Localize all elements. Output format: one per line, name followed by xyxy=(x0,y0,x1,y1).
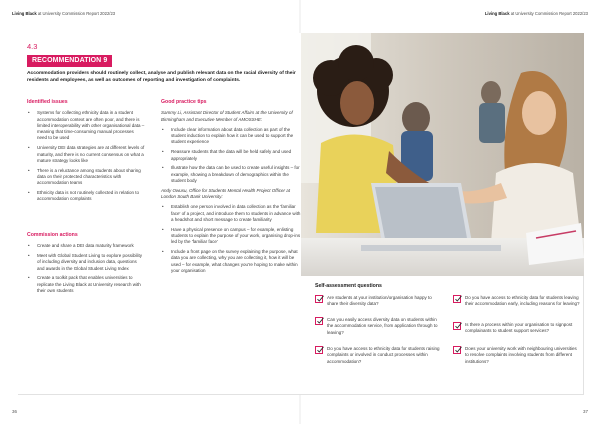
issues-heading: Identified issues xyxy=(27,99,68,105)
checkbox-tick-icon xyxy=(315,317,323,325)
good-practice-heading: Good practice tips xyxy=(161,99,207,105)
question-text: Do you have access to ethnicity data for students leaving their accommodation early, including reasons for leaving? xyxy=(465,295,580,307)
actions-list xyxy=(27,243,145,294)
page-number-right: 37 xyxy=(582,409,588,414)
question-item xyxy=(453,322,581,335)
attribution-quote: Sammy Li, Assistant Director of Student Affairs at the University of Birmingham and Executive Member of AMOSSHE: xyxy=(161,110,293,122)
recommendation-label: RECOMMENDATION 9 xyxy=(27,55,112,67)
list-item: • Establish one person involved in data collection as the 'familiar face' of a project, and introduce them to students in advance with a headshot and short message to create familiarity xyxy=(161,204,301,223)
list-item: • Create and share a DEI data maturity framework xyxy=(27,243,145,249)
page-number-left: 36 xyxy=(12,409,18,414)
list-item: • Systems for collecting ethnicity data in a student accommodation context are often poor, and there is limited interoperability with other organisational data – meaning that time-consuming manual processes need to be used xyxy=(27,110,145,141)
tips-list-2 xyxy=(161,204,301,274)
list-item: • Create a toolkit pack that enables universities to replicate the Living Black at University research with their own students xyxy=(27,275,145,294)
students-photo xyxy=(301,33,584,276)
attribution-quote: Andy Owusu, Office for Students Mental Health Project Officer at London South Bank University: xyxy=(161,187,291,200)
list-item: • University DEI data strategies are at different levels of maturity, and there is no current consensus on what a mature strategy looks like xyxy=(27,145,145,164)
section-number: 4.3 xyxy=(27,42,38,51)
self-assessment-heading: Self-assessment questions xyxy=(315,283,382,289)
list-item: • Have a physical presence on campus – for example, enlisting students to explain the purpose of your work, organising drop-ins led by the 'familiar face' xyxy=(161,227,301,246)
list-item: • Reassure students that the data will be held safely and used appropriately xyxy=(161,149,301,162)
commission-actions xyxy=(27,232,145,298)
list-item: • Ethnicity data is not routinely collected in relation to accommodation complaints xyxy=(27,190,145,203)
questions-grid xyxy=(315,295,580,385)
running-head-left: Living Black at University Commission Report 2022/23 xyxy=(12,11,116,16)
question-item xyxy=(453,346,581,365)
question-item xyxy=(315,346,443,365)
checkbox-tick-icon xyxy=(315,295,323,303)
question-text: Can you easily access diversity data on students within the accommodation service, from application through to leaving? xyxy=(327,317,438,335)
students-photo-illustration xyxy=(301,33,584,276)
recommendation-text: Accommodation providers should routinely collect, analyse and publish relevant data on the racial diversity of their residents and employees, as well as outcomes of reporting and investigation of complaints. xyxy=(27,71,296,83)
list-item: • There is a reluctance among students about sharing data on their protected characteristics with accommodation teams xyxy=(27,168,145,187)
question-text: Is there a process within your organisation to signpost complainants to student support services? xyxy=(465,322,573,334)
list-item: • Include clear information about data collection as part of the student induction to explain how it can be used to support the student experience xyxy=(161,127,301,146)
question-item xyxy=(315,317,443,336)
checkbox-tick-icon xyxy=(453,346,461,354)
list-item: • Meet with Global Student Living to explore possibility of including diversity and inclusion data, questions and awards in the Global Student Living Index xyxy=(27,253,145,272)
issues-list xyxy=(27,110,145,202)
checkbox-tick-icon xyxy=(453,295,461,303)
question-item xyxy=(453,295,581,308)
list-item: • Illustrate how the data can be used to create useful insights – for example, showing a breakdown of demographics within the student body xyxy=(161,165,301,184)
list-item: • Include a front page on the survey explaining the purpose, what data you are collecting, why you are collecting it, how it will be used – for example, what changes you're hoping to make within your organisation xyxy=(161,249,301,274)
question-item xyxy=(315,295,443,308)
checkbox-tick-icon xyxy=(315,346,323,354)
actions-heading: Commission actions xyxy=(27,232,78,238)
question-text: Does your university work with neighbouring universities to resolve complaints involving students from different institutions? xyxy=(465,346,577,364)
identified-issues xyxy=(27,99,145,206)
good-practice-tips xyxy=(161,99,301,278)
tips-list-1 xyxy=(161,127,301,184)
running-head-right: Living Black at University Commission Report 2022/23 xyxy=(484,11,588,16)
question-text: Do you have access to ethnicity data for students raising complaints or involved in conduct processes within accommodation? xyxy=(327,346,440,364)
checkbox-tick-icon xyxy=(453,322,461,330)
question-text: Are students at your institution/organisation happy to share their diversity data? xyxy=(327,295,432,307)
self-assessment xyxy=(315,283,580,385)
